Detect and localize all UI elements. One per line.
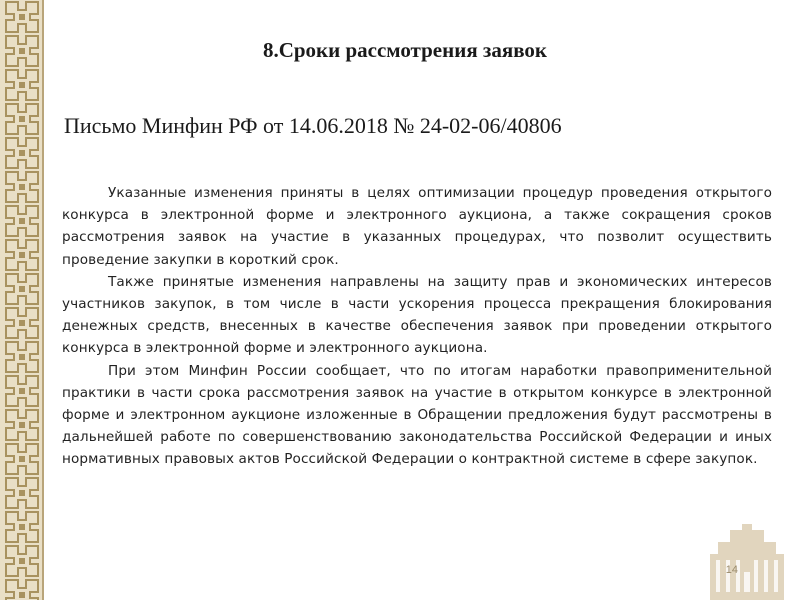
slide-title: 8.Сроки рассмотрения заявок bbox=[262, 38, 548, 62]
building-icon bbox=[704, 524, 790, 600]
paragraph: При этом Минфин России сообщает, что по итогам наработки правоприменительной практики в части срока рассмотрения заявок на участие в открытом конкурсе в электронной форме и электронном аукционе изложенные в Обращении предложения будут рассмотрены в дальнейшей работе по совершенствованию законодательства Российской Федерации и иных нормативных правовых актов Российской Федерации о контрактной системе в сфере закупок. bbox=[62, 362, 772, 468]
paragraph: Указанные изменения приняты в целях оптимизации процедур проведения открытого конкурса в электронной форме и электронного аукциона, а также сокращения сроков рассмотрения заявок на участие в указанных процедурах, что позволит осуществить проведение закупки в короткий срок. bbox=[62, 185, 772, 268]
page-number: 14 bbox=[725, 564, 738, 576]
letter-reference: Письмо Минфин РФ от 14.06.2018 № 24-02-06/40806 bbox=[64, 113, 562, 138]
ornament-border-icon bbox=[0, 0, 44, 600]
decorative-border bbox=[0, 0, 44, 600]
paragraph: Также принятые изменения направлены на защиту прав и экономических интересов участников закупок, в том числе в части ускорения процесса прекращения блокирования денежных средств, внесенных в качестве обеспечения заявок при проведении открытого конкурса в электронной форме и электронного аукциона. bbox=[62, 273, 772, 357]
scanned-letter-excerpt bbox=[62, 182, 772, 471]
